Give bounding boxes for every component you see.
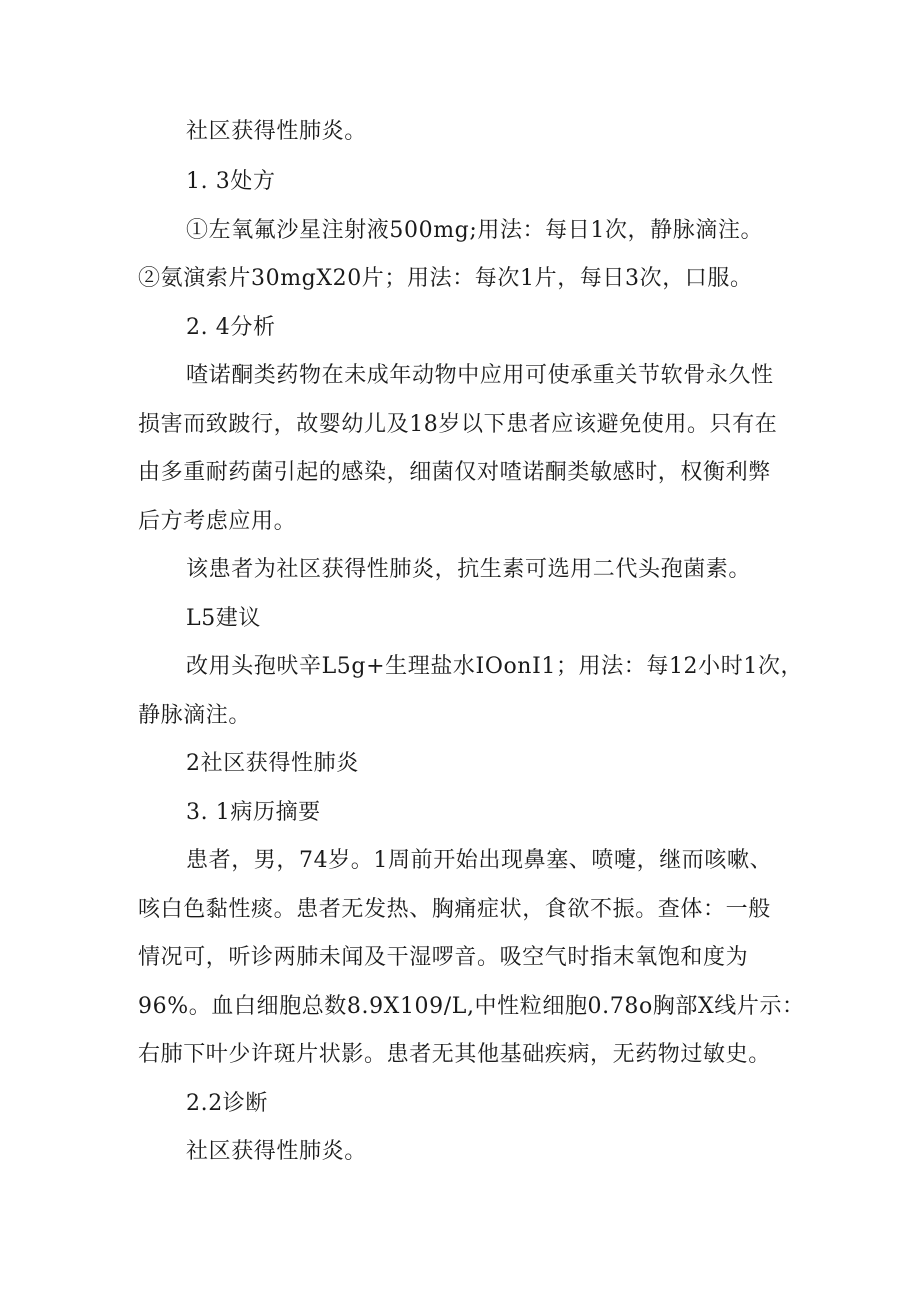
case-summary-line: 情况可，听诊两肺未闻及干湿啰音。吸空气时指末氧饱和度为 [138, 945, 749, 970]
analysis-conclusion: 该患者为社区获得性肺炎，抗生素可选用二代头孢菌素。 [186, 557, 752, 582]
recommendation-text-line: 静脉滴注。 [138, 703, 252, 728]
heading-analysis: 2. 4分析 [186, 315, 276, 340]
prescription-item-1: ①左氧氟沙星注射液500mg;用法：每日1次，静脉滴注。 [186, 218, 764, 243]
heading-recommendation: L5建议 [186, 606, 262, 631]
heading-diagnosis: 2.2诊断 [186, 1091, 268, 1116]
case-summary-line: 咳白色黏性痰。患者无发热、胸痛症状，食欲不振。查体：一般 [138, 897, 771, 922]
case-summary-line: 96%。血白细胞总数8.9X109/L,中性粒细胞0.78o胸部X线片示： [138, 994, 805, 1019]
analysis-text-line: 后方考虑应用。 [138, 509, 297, 534]
case-summary-line: 右肺下叶少许斑片状影。患者无其他基础疾病，无药物过敏史。 [138, 1042, 771, 1067]
analysis-text-line: 喳诺酮类药物在未成年动物中应用可使承重关节软骨永久性 [186, 363, 774, 388]
prescription-item-2: ②氨演索片30mgX20片；用法：每次1片，每日3次，口服。 [138, 266, 753, 291]
analysis-text-line: 损害而致跛行，故婴幼儿及18岁以下患者应该避免使用。只有在 [138, 412, 778, 437]
heading-prescription: 1. 3处方 [186, 169, 276, 194]
case-summary-line: 患者，男，74岁。1周前开始出现鼻塞、喷嚏，继而咳嗽、 [186, 848, 773, 873]
heading-case-summary: 3. 1病历摘要 [186, 800, 321, 825]
heading-case-2: 2社区获得性肺炎 [186, 751, 359, 776]
paragraph-diagnosis-1: 社区获得性肺炎。 [186, 119, 367, 144]
recommendation-text-line: 改用头孢吠辛L5g+生理盐水IOonI1；用法：每12小时1次， [186, 654, 804, 679]
paragraph-diagnosis-2: 社区获得性肺炎。 [186, 1139, 367, 1164]
analysis-text-line: 由多重耐药菌引起的感染，细菌仅对喳诺酮类敏感时，权衡利弊 [138, 460, 771, 485]
